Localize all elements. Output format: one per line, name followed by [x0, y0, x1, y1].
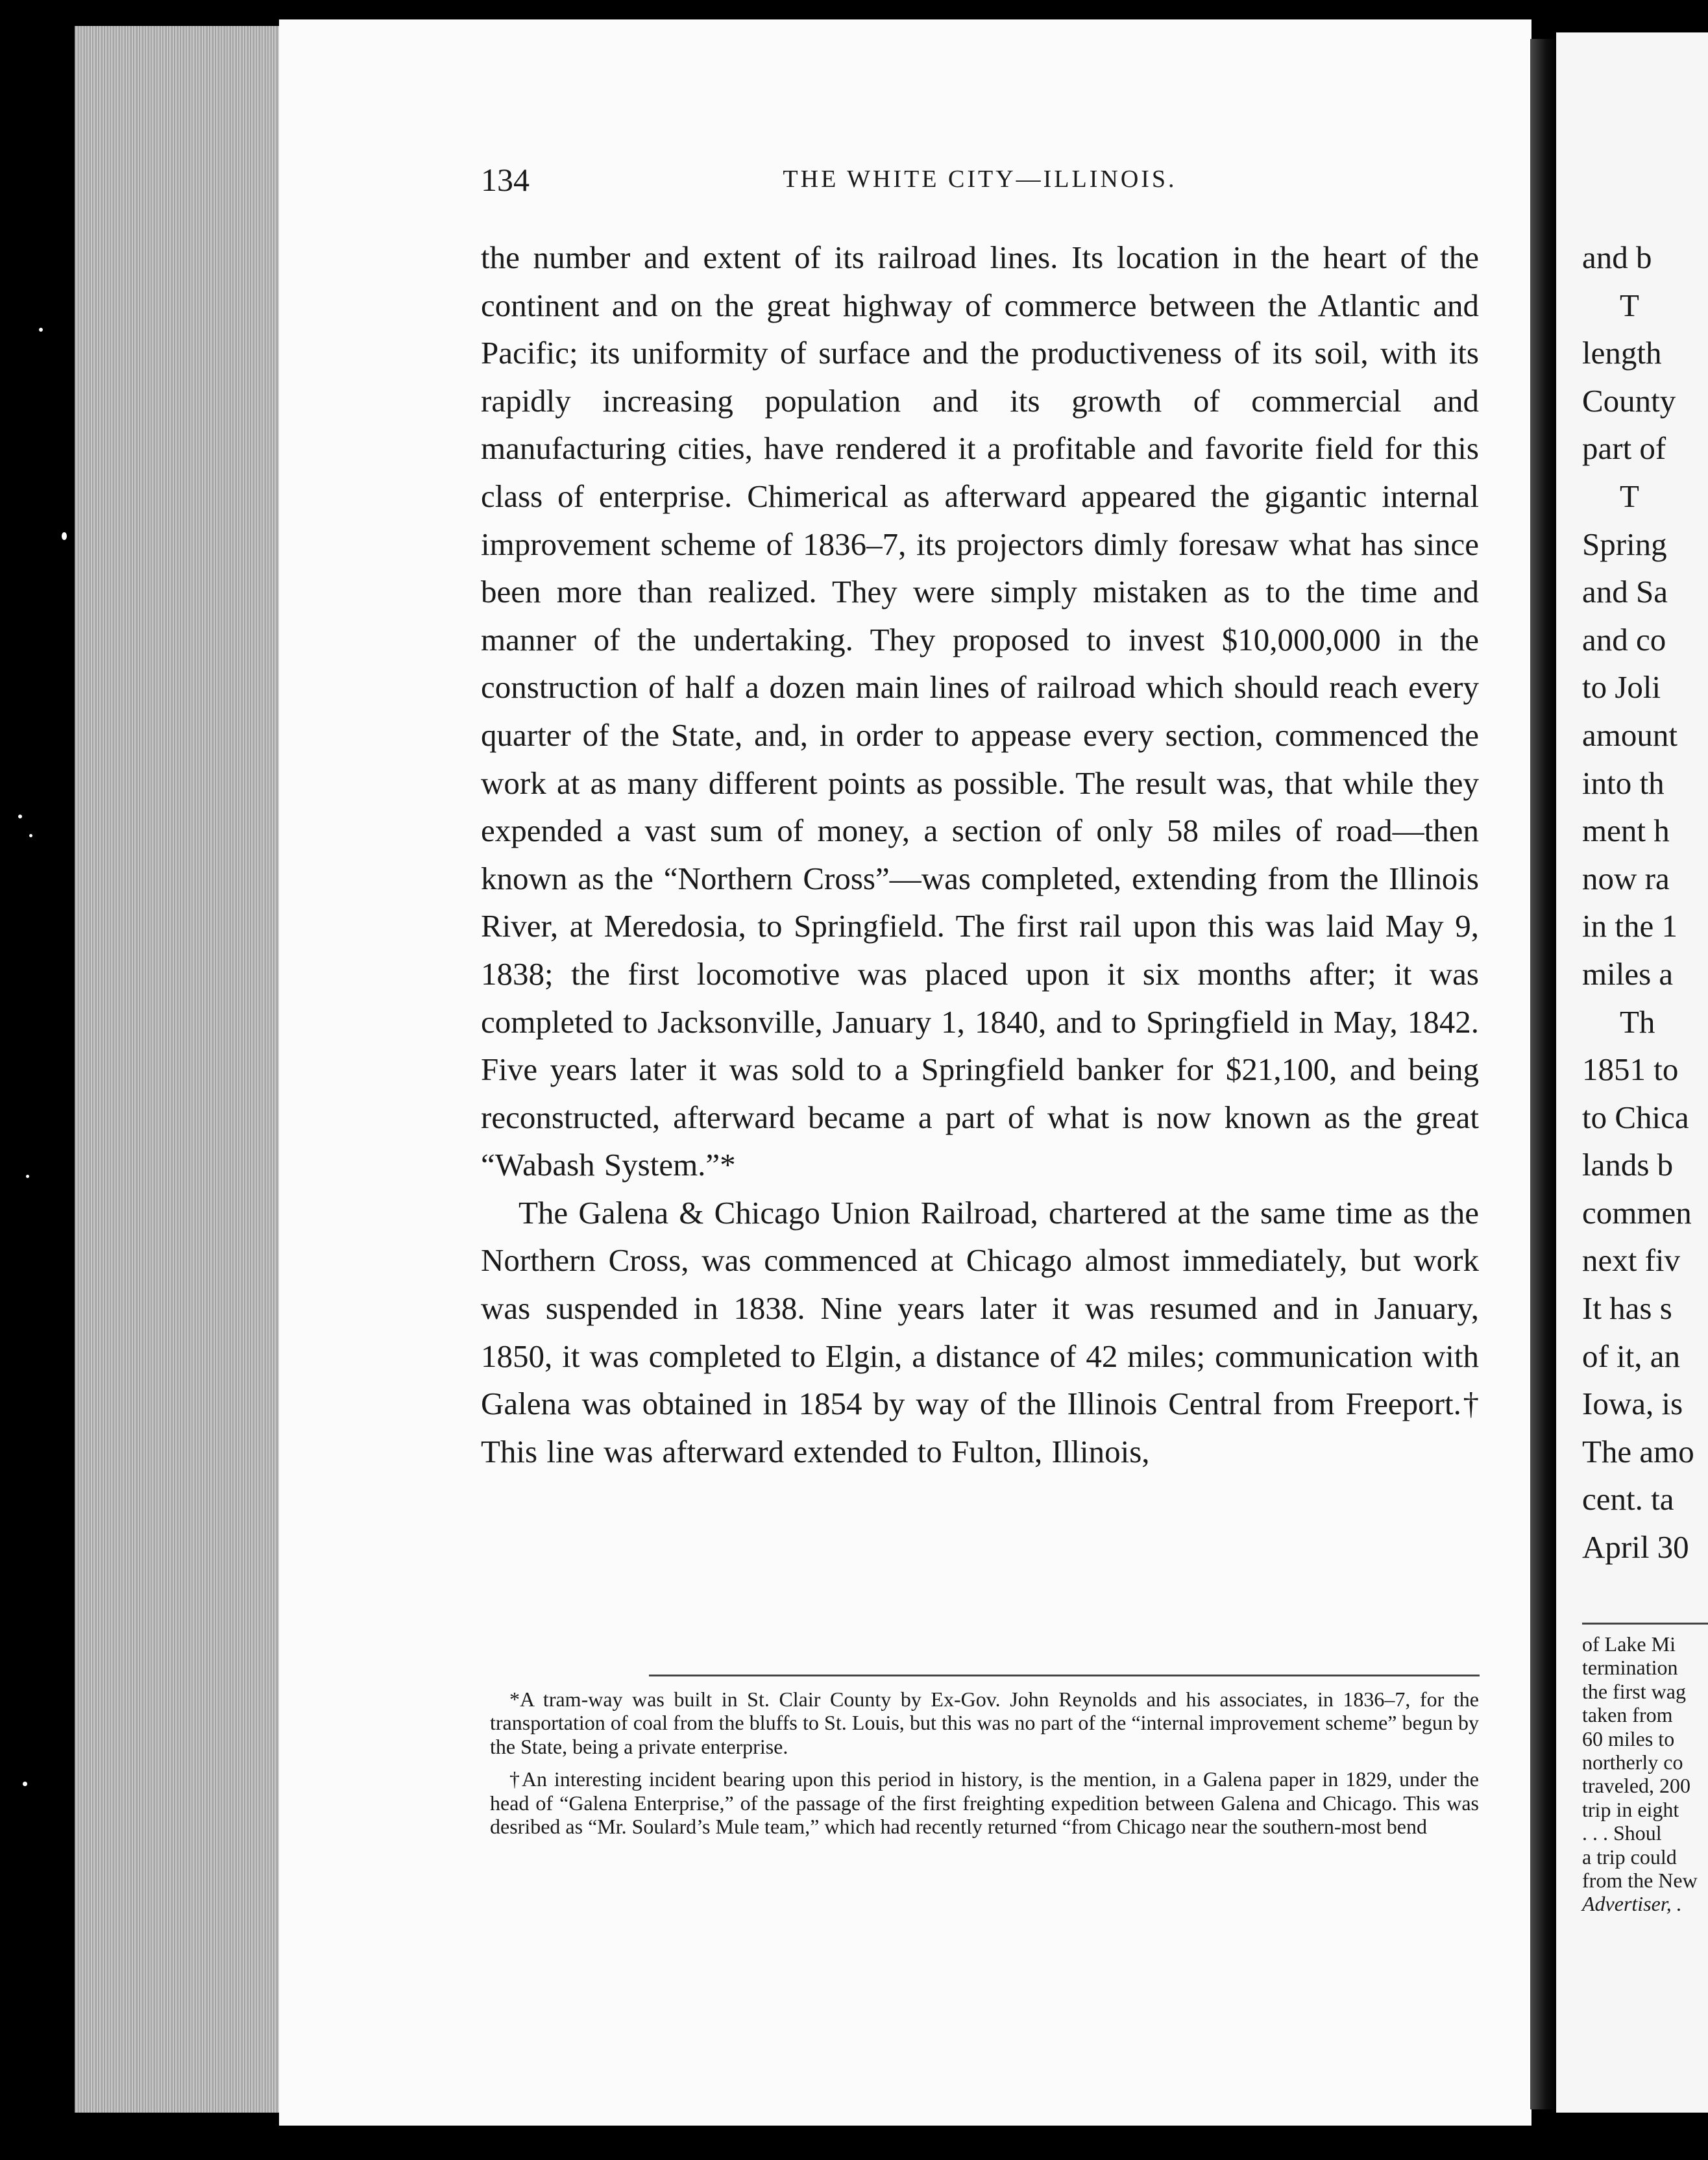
facing-line: County: [1582, 382, 1676, 419]
scan-speck: [29, 834, 32, 837]
paragraph-galena-chicago: The Galena & Chicago Union Railroad, chartered at the same time as the Northern Cross, was commenced at Chicago almost immediately, but work was suspended in 1838. Nine years later it was resumed and in January, 1850, it was completed to Elgin, a distance of 42 miles; communication with Galena was obtained in 1854 by way of the Illinois Central from Freeport.† This line was afterward extended to Fulton, Illinois,: [481, 1194, 1479, 1469]
facing-line: Th: [1620, 1003, 1655, 1040]
facing-note-line: from the New: [1582, 1868, 1698, 1892]
facing-line: lands b: [1582, 1147, 1674, 1183]
facing-page-notes: [1582, 1632, 1708, 1916]
facing-line: part of: [1582, 430, 1666, 467]
facing-line: ment h: [1582, 813, 1670, 849]
facing-line: It has s: [1582, 1290, 1672, 1327]
facing-note-line: 60 miles to: [1582, 1726, 1675, 1750]
paragraph-railroad-lines: the number and extent of its railroad lines. Its location in the heart of the continent and on the great highway of commerce between the Atlantic and Pacific; its uniformity of surface and the productiveness of its soil, with its rapidly increasing population and its growth of commercial and manufacturing cities, have rendered it a profitable and favorite field for this class of enterprise. Chimerical as afterward appeared the gigantic internal improvement scheme of 1836–7, its projectors dimly foresaw what has since been more than realized. They were simply mistaken as to the time and manner of the undertaking. They proposed to invest $10,000,000 in the construction of half a dozen main lines of railroad which should reach every quarter of the State, and, in order to appease every section, commenced the work at as many different points as possible. The result was, that while they expended a vast sum of money, a section of only 58 miles of road—then known as the “Northern Cross”—was completed, extending from the Illinois River, at Meredosia, to Springfield. The first rail upon this was laid May 9, 1838; the first locomotive was placed upon it six months after; it was completed to Jacksonville, January 1, 1840, and to Springfield in May, 1842. Five years later it was sold to a Springfield banker for $21,100, and being reconstructed, afterward became a part of what is now known as the great “Wabash System.”*: [481, 239, 1479, 1183]
facing-footnote-rule: [1582, 1623, 1708, 1625]
footnote-rule: [649, 1675, 1480, 1676]
facing-note-line: Advertiser, .: [1582, 1892, 1682, 1916]
facing-line: into th: [1582, 765, 1665, 801]
facing-line: of it, an: [1582, 1338, 1681, 1374]
facing-line: to Joli: [1582, 669, 1661, 706]
facing-note-line: a trip could: [1582, 1845, 1677, 1869]
facing-note-line: northerly co: [1582, 1750, 1683, 1774]
facing-note-line: of Lake Mi: [1582, 1632, 1676, 1656]
facing-line: T: [1620, 287, 1639, 323]
scan-speck: [62, 532, 67, 540]
facing-line: in the 1: [1582, 908, 1678, 944]
footnote-galena-enterprise: †An interesting incident bearing upon this period in history, is the mention, in a Galena paper in 1829, under the head of “Galena Enterprise,” of the passage of the first freighting expedition between Galena and Chicago. This was desribed as “Mr. Soulard’s Mule team,” which had recently returned “from Chicago near the southern-most bend: [490, 1767, 1479, 1839]
body-text: [481, 234, 1479, 1475]
facing-line: The amo: [1582, 1433, 1694, 1469]
facing-note-line: . . . Shoul: [1582, 1821, 1662, 1845]
running-title: THE WHITE CITY—ILLINOIS.: [783, 166, 1177, 193]
facing-page-text: [1582, 234, 1708, 1571]
scan-speck: [18, 815, 22, 818]
book-gutter: [1530, 39, 1556, 2109]
facing-line: and Sa: [1582, 574, 1668, 610]
facing-line: amount: [1582, 717, 1678, 753]
facing-note-line: taken from: [1582, 1703, 1673, 1727]
scan-speck: [39, 328, 43, 332]
page-edges: [75, 26, 282, 2113]
footnote-tram-way: *A tram-way was built in St. Clair County by Ex-Gov. John Reynolds and his associates, in 1836–7, for the transportation of coal from the bluffs to St. Louis, but this was no part of the “internal improvement scheme” begun by the State, being a private enterprise.: [490, 1688, 1479, 1758]
facing-note-line: termination: [1582, 1656, 1678, 1680]
facing-line: length: [1582, 335, 1662, 371]
facing-note-line: traveled, 200: [1582, 1774, 1691, 1798]
facing-note-line: the first wag: [1582, 1679, 1686, 1703]
facing-line: Iowa, is: [1582, 1386, 1683, 1422]
facing-line: cent. ta: [1582, 1481, 1674, 1517]
facing-line: and co: [1582, 621, 1666, 657]
page-number: 134: [481, 162, 530, 198]
footnotes: [490, 1688, 1479, 1838]
facing-line: now ra: [1582, 860, 1670, 896]
facing-line: 1851 to: [1582, 1051, 1679, 1088]
facing-page: [1556, 32, 1708, 2113]
scan-speck: [26, 1175, 29, 1178]
facing-line: Spring: [1582, 526, 1667, 562]
scan-speck: [23, 1782, 27, 1786]
facing-note-line: trip in eight: [1582, 1797, 1679, 1821]
facing-line: miles a: [1582, 955, 1674, 992]
facing-line: April 30: [1582, 1529, 1689, 1565]
running-head: [481, 161, 1479, 213]
facing-line: and b: [1582, 239, 1652, 275]
facing-line: commen: [1582, 1194, 1692, 1231]
facing-line: to Chica: [1582, 1099, 1689, 1135]
facing-line: T: [1620, 478, 1639, 514]
facing-line: next fiv: [1582, 1242, 1681, 1279]
